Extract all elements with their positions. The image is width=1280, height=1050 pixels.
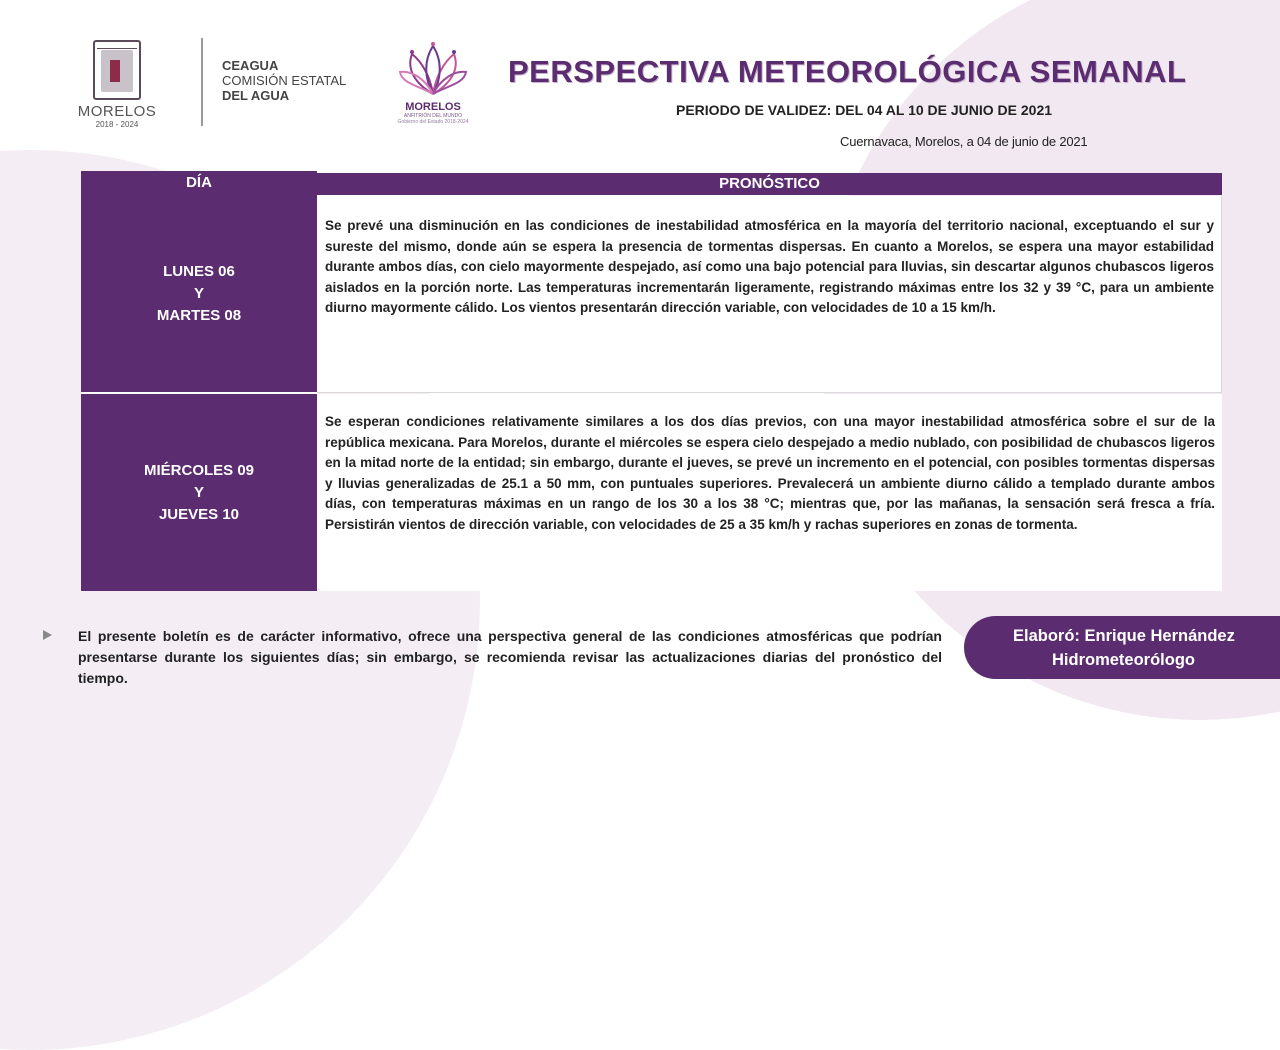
- day-cell: [81, 196, 317, 392]
- ceagua-logo-line1: CEAGUA: [222, 58, 279, 73]
- author-name: Elaboró: Enrique Hernández: [1013, 627, 1235, 645]
- day-label-line3: JUEVES 10: [158, 505, 240, 523]
- place-date: Cuernavaca, Morelos, a 04 de junio de 2021: [840, 134, 1088, 149]
- forecast-cell: Se esperan condiciones relativamente similares a los dos días previos, con una mayor inestabilidad atmosférica sobre el sur de la república mexicana. Para Morelos, durante el miércoles se espera cielo despejado a medio nublado, con posibilidad de chubascos ligeros en la mitad norte de la entidad; sin embargo, durante el jueves, se prevé un incremento en el potencial, con posibles tormentas dispersas y lluvias generalizadas de 25.1 a 50 mm, con puntuales superiores. Prevalecerá un ambiente diurno cálido a templado durante ambos días, con temperaturas máximas en un rango de los 30 a los 38 °C; mientras que, por las mañanas, la sensación será fresca a fría. Persistirán vientos de dirección variable, con velocidades de 25 a 35 km/h y rachas superiores en zonas de tormenta.: [317, 394, 1222, 591]
- author-badge: [964, 616, 1280, 679]
- ceagua-logo: [222, 58, 346, 103]
- day-label-line3: MARTES 08: [156, 307, 242, 324]
- morelos-government-flower-icon: [398, 40, 468, 98]
- page-title: PERSPECTIVA METEOROLÓGICA SEMANAL: [508, 54, 1187, 89]
- ceagua-logo-line3: DEL AGUA: [222, 88, 290, 103]
- disclaimer-note: El presente boletín es de carácter informativo, ofrece una perspectiva general de las condiciones atmosféricas que podrían presentarse durante los siguientes días; sin embargo, se recomienda revisar las actualizaciones diarias del pronóstico del tiempo.: [78, 628, 942, 686]
- day-label-line2: Y: [193, 483, 204, 501]
- table-header-day: DÍA: [81, 171, 317, 196]
- author-role: Hidrometeorólogo: [1052, 651, 1195, 669]
- state-logo-years: 2018 - 2024: [95, 120, 139, 129]
- government-logo-name: MORELOS: [405, 101, 461, 113]
- forecast-cell: Se prevé una disminución en las condiciones de inestabilidad atmosférica en la mayoría del territorio nacional, exceptuando el sur y sureste del mismo, donde aún se espera la presencia de tormentas dispersas. En cuanto a Morelos, se espera una mayor estabilidad durante ambos días, con cielo mayormente despejado, así como una bajo potencial para lluvias, sin descartar algunos chubascos ligeros aislados en la porción norte. Las temperaturas incrementarán ligeramente, registrando máximas entre los 32 y 39 °C, para un ambiente diurno mayormente cálido. Los vientos presentarán dirección variable, con velocidades de 10 a 15 km/h.: [317, 196, 1222, 393]
- table-header-forecast: PRONÓSTICO: [317, 173, 1222, 195]
- logo-divider: [201, 38, 203, 126]
- government-logo-tagline: ANFITRIÓN DEL MUNDO: [403, 113, 463, 119]
- day-label-line1: MIÉRCOLES 09: [143, 461, 255, 479]
- forecast-table: [81, 171, 1222, 591]
- ceagua-logo-line2: COMISIÓN ESTATAL: [222, 73, 347, 88]
- state-logo-name: MORELOS: [77, 103, 157, 120]
- government-logo-subtitle: Gobierno del Estado 2018-2024: [397, 119, 469, 125]
- morelos-state-shield-icon: [93, 40, 141, 100]
- morelos-government-logo: [396, 40, 470, 125]
- day-label-line1: LUNES 06: [163, 263, 235, 280]
- validity-period: PERIODO DE VALIDEZ: DEL 04 AL 10 DE JUNIO DE 2021: [676, 102, 1053, 118]
- bullet-arrow-icon: [43, 630, 52, 640]
- day-label-line2: Y: [193, 285, 204, 302]
- day-cell: [81, 394, 317, 591]
- morelos-state-logo: [72, 40, 162, 129]
